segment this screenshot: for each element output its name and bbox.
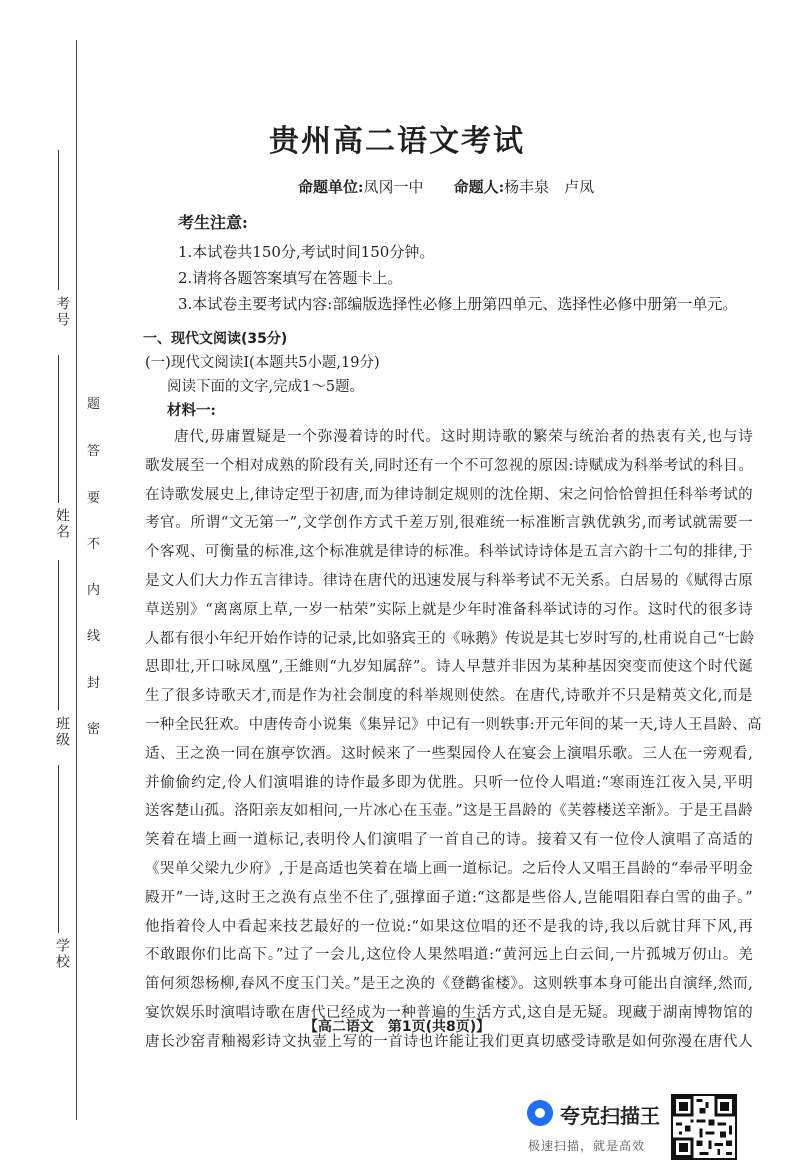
notice-heading: 考生注意:: [178, 213, 248, 232]
material-label: 材料一:: [167, 402, 216, 419]
class-label: 班级: [54, 716, 70, 748]
seal-char: 密: [87, 722, 101, 737]
exam-notice: [178, 210, 737, 317]
seal-char: 答: [87, 444, 101, 459]
paragraph-line: 人都有很小年纪开始作诗的记录,比如骆宾王的《咏鹅》传说是其七岁时写的,杜甫说自己“七龄: [145, 630, 755, 647]
paragraph-line: 歌发展至一个相对成熟的阶段有关,同时还有一个不可忽视的原因:诗赋成为科举考试的科目。: [145, 457, 753, 474]
author-value: 杨丰泉 卢凤: [504, 178, 595, 196]
notice-item: 3.本试卷主要考试内容:部编版选择性必修上册第四单元、选择性必修中册第一单元。: [178, 295, 738, 313]
unit-label: 命题单位:: [298, 178, 364, 196]
paragraph-line: 个客观、可衡量的标准,这个标准就是律诗的标准。科举试诗诗体是五言六韵十二句的排律,于: [145, 544, 753, 561]
paragraph-line: 宴饮娱乐时演唱诗歌在唐代已经成为一种普遍的生活方式,这自是无疑。现藏于湖南博物馆的: [145, 1004, 753, 1021]
paragraph-line: 考官。所谓“文无第一”,文学创作方式千差万别,很难统一标准断言孰优孰劣,而考试就需要一: [145, 515, 753, 532]
class-field: [58, 560, 59, 710]
name-field: [58, 355, 59, 503]
scanner-slogan: 极速扫描，就是高效: [528, 1139, 646, 1153]
scanner-logo-icon: [527, 1100, 553, 1126]
reading-instruction: 阅读下面的文字,完成1～5题。: [167, 379, 365, 395]
name-label: 姓名: [54, 508, 70, 540]
exam-setter-line: [298, 176, 594, 197]
paragraph-line: 唐代,毋庸置疑是一个弥漫着诗的时代。这时期诗歌的繁荣与统治者的热衷有关,也与诗: [174, 429, 753, 445]
author-label: 命题人:: [453, 178, 505, 196]
page-footer: 【高二语文 第1页(共8页)】: [303, 1019, 491, 1035]
notice-item: 1.本试卷共150分,考试时间150分钟。: [178, 243, 435, 261]
paragraph-line: 适、王之涣一同在旗亭饮酒。这时候来了一些梨园伶人在宴会上演唱乐歌。三人在一旁观看,: [145, 745, 753, 762]
notice-item: 2.请将各题答案填写在答题卡上。: [178, 269, 403, 287]
exam-number-label: 考号: [54, 296, 70, 328]
seal-char: 封: [87, 676, 101, 691]
reading-section: [143, 327, 762, 1057]
paragraph-line: 送客楚山孤。洛阳亲友如相问,一片冰心在玉壶。”这是王昌龄的《芙蓉楼送辛渐》。于是王昌龄: [145, 803, 753, 820]
paragraph-line: 笑着在墙上画一道标记,表明伶人们演唱了一首自己的诗。接着又有一位伶人演唱了高适的: [145, 832, 753, 849]
paragraph-line: 思即壮,开口咏凤凰”,王維则“九岁知属辞”。诗人早慧并非因为某种基因突变而使这个时代诞: [145, 659, 753, 676]
paragraph-line: 生了很多诗歌天才,而是作为社会制度的科举规则使然。在唐代,诗歌并不只是精英文化,而是: [145, 688, 753, 705]
paragraph-line: 并偷偷约定,伶人们演唱谁的诗作最多即为优胜。只听一位伶人唱道:“寒雨连江夜入吴,平明: [145, 774, 753, 791]
seal-char: 内: [87, 583, 101, 598]
seal-char: 题: [87, 397, 101, 412]
scanner-app-name: 夸克扫描王: [560, 1104, 660, 1128]
section-heading: 一、现代文阅读(35分): [143, 331, 288, 347]
page-title: 贵州高二语文考试: [269, 124, 525, 159]
exam-number-field: [58, 150, 59, 290]
paragraph-line: 一种全民狂欢。中唐传奇小说集《集异记》中记有一则轶事:开元年间的某一天,诗人王昌龄、高: [145, 716, 762, 733]
unit-value: 凤冈一中: [363, 178, 424, 196]
paragraph-line: 草送别》“离离原上草,一岁一枯荣”实际上就是少年时准备科举试诗的习作。这时代的很多诗: [145, 601, 753, 618]
paragraph-line: 他指着伶人中看起来技艺最好的一位说:“如果这位唱的还不是我的诗,我以后就甘拜下风,再: [145, 918, 753, 935]
paragraph-line: 殿开”一诗,这时王之涣有点坐不住了,强撑面子道:“这都是些俗人,岂能唱阳春白雪的曲子。”: [145, 889, 753, 906]
seal-char: 线: [87, 629, 101, 644]
paragraph-line: 在诗歌发展史上,律诗定型于初唐,而为律诗制定规则的沈佺期、宋之问恰恰曾担任科举考试的: [145, 486, 753, 503]
material-paragraph: [145, 423, 762, 1057]
school-field: [58, 765, 59, 933]
paragraph-line: 《哭单父梁九少府》,于是高适也笑着在墙上画一道标记。之后伶人又唱王昌龄的“奉帚平明金: [145, 860, 753, 877]
qr-code-icon: [671, 1094, 737, 1160]
school-label: 学校: [54, 938, 70, 970]
paragraph-line: 笛何须怨杨柳,春风不度玉门关。”是王之涣的《登鹳雀楼》。这则轶事本身可能出自演绎,然而,: [145, 976, 753, 993]
paragraph-line: 是文人们大力作五言律诗。律诗在唐代的迅速发展与科举考试不无关系。白居易的《赋得古原: [145, 572, 753, 589]
paragraph-line: 不敢跟你们比高下。”过了一会儿,这位伶人果然唱道:“黄河远上白云间,一片孤城万仞山。羌: [145, 947, 753, 964]
seal-char: 不: [87, 537, 101, 552]
paragraph-line: 唐长沙窑青釉褐彩诗文执壶上写的一首诗也许能让我们更真切感受诗歌是如何弥漫在唐代人: [145, 1033, 753, 1050]
binding-line: [76, 40, 77, 1120]
sub-section-heading: (一)现代文阅读Ⅰ(本题共5小题,19分): [145, 355, 380, 371]
seal-char: 要: [87, 491, 101, 506]
